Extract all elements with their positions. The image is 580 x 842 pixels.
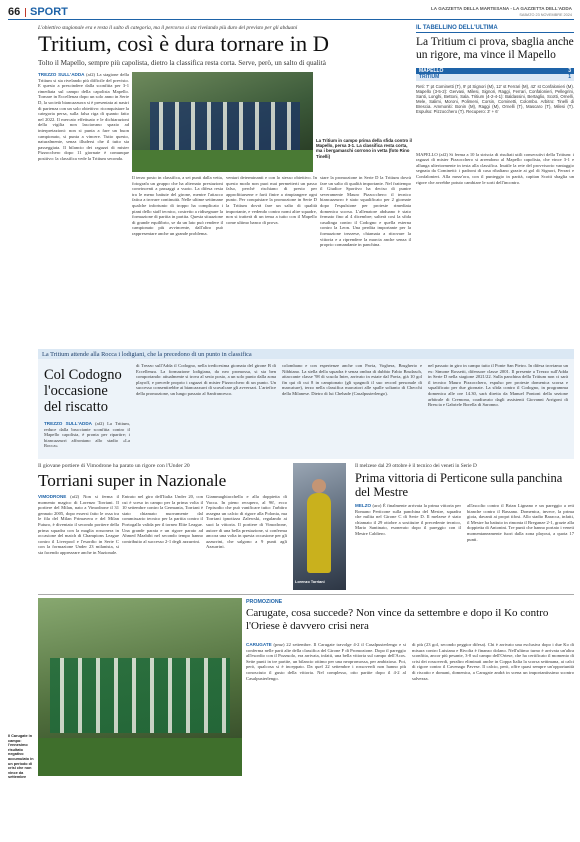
- carugate-title: Carugate, cosa succede? Non vince da settembre e dopo il Ko contro l'Oriese è davvero crisi nera: [246, 607, 549, 632]
- torriani-kicker: Il giovane portiere di Vimodrone ha parato un rigore con l'Under 20: [38, 463, 190, 469]
- codogno-column-3: colombano e con esperienze anche con Pavia, Voghera, Brugherio e Nibbiano. La stella della squadra è senza ombra di dubbio Fabio Brudasch, attaccante classe '98 di scuola Inter, arrivato in estate dal Pavia, già 10 gol fin qui di cui 8 in campionato (gli spagnoli il suo record personale di marcature), terzo nella classifica marcatori alle spalle soltanto di Checchi della Milanese. Dietro di lui Chehade (Casalpusterlengo).: [282, 363, 422, 396]
- team-players: [150, 102, 300, 150]
- perticone-title: Prima vittoria di Perticone sulla panchina del Mestre: [355, 471, 563, 499]
- perticone-column-2: all'ascolto contro il Brian Lignano e un pareggio a reti bianche contro il Bassano. Domenica, invece, la prima gioia, davanti ai propri tifosi. Allo stadio Baracca, infatti, il Mestre ha battuto in rimonta il Breganze 2-1, grazie alla doppietta di Antonini. Tre punti che hanno portato i veneti momentaneamente fuori dalla zona playout, a quota 17 punti.: [467, 503, 574, 542]
- codogno-column-1: [44, 421, 130, 457]
- home-score: 3: [568, 67, 571, 74]
- torriani-column-3: Giammaghiacchella e alla doppietta di Vacca. In pieno recupero, al 96', ecco l'episodio che può vanificare tutto: l'arbitro assegna un calcio di rigore alla Polonia, ma Torriani ipnotizza Zalewski, regalando ai suoi la vittoria. Il portiere di Vimodrone, autore di una bella prestazione, si conferma ancora una volta in questa occasione per gli azzurrini, che salgono a 9 punti agli Azzurrini.: [206, 494, 287, 550]
- perticone-column-1-text: (aro) È finalmente arrivata la prima vittoria per Romano Perticone sulla panchina del Mestre, squadra che milita nel Girone C di Serie D. Il melzese è stato chiamato il 29 ottobre a sostituire il precedente tecnico, Mario Santinato, esonerato dopo il pareggio con il Mestre Caldiero.: [355, 503, 461, 536]
- goalkeeper-head: [312, 479, 326, 493]
- torriani-photo-caption: Lorenzo Torriani: [295, 580, 325, 584]
- lead-photo-caption: La Tritium in campo prima della sfida contro il Mapello, persa 3-1. La classifica resta corta, ma i bergamaschi corrono in vetta (foto Rino Tinelli): [316, 138, 412, 159]
- perticone-column-1: [355, 503, 461, 590]
- lead-byline: TREZZO SULL'ADDA: [38, 72, 85, 77]
- carugate-column-1: [246, 642, 406, 776]
- goalkeeper-figure: [307, 493, 331, 573]
- torriani-title: Torriani super in Nazionale: [38, 471, 227, 490]
- score-table: [416, 68, 574, 81]
- lead-column-2: Il terzo posto in classifica, a sei punti dalla vetta, fotografa un gruppo che ha alternato prestazioni convincenti a passaggi a vuoto. La difesa resta tra le meno battute del girone, mentre l'attacco fatica a trovare continuità. Nelle ultime settimane qualche infortunio di troppo ha complicato i piani dello staff tecnico, costretto a ridisegnare la formazione di partita in partita. Questa situazione di grande equilibrio, se da un lato può rendere il campionato più avvincente, dall'altro può rappresentare anche un grande problema.: [132, 175, 223, 236]
- carugate-divider: [38, 594, 574, 595]
- tabellino-details: Reti: 7' pt Cominetti (T), 9' pt Signori (M), 12' st Ferrari (M), 42' st Confalonieri (M). Mapello (3-5-2): Gervasi, Milesi, Signori, Raggi, Ferrari, Confalonieri, Pellegrini, Santi, Longhi, Bettoni, Sala. Tritium (4-2-4-1): Baldassini, Bertaglio, Scotti, Ornelli, Mele, Salimi, Moroni, Polimeni, Corsin, Cominetti, Colombo. Arbitro: Tinelli di Brescia. Ammoniti: Bonin (M), Raggi (M), Ornelli (T), Mascaro (T), Milesi (T). Espulso: Pizzocchero (T). Recupero: 3' + 6': [416, 83, 574, 115]
- page-number: 66: [8, 6, 21, 18]
- carugate-team-players: [50, 658, 230, 733]
- tabellino-title: La Tritium ci prova, sbaglia anche un rigore, ma vince il Mapello: [416, 36, 574, 61]
- perticone-byline: MELZO: [355, 503, 372, 508]
- codogno-column-2: di Trezzo sull'Adda il Codogno, nella tredicesima giornata del girone B di Eccellenza. La formazione lodigiana, da neo promossa, si sta ben comportando: attualmente si trova al sesto posto, a un solo punto dalla zona playoff, e precede proprio i ragazzi di mister Pizzocchero di un punto. Un successo consentirebbe ai biancazzurri di scavalcare gli avversari. L'artefice della promozione, un lungo passato al Sanfrancesco.: [136, 363, 276, 396]
- lead-kicker: L'obiettivo stagionale era e resta il salto di categoria, ma il percorso si sta rivelando più duro del previsto per gli abduani: [38, 25, 298, 31]
- carugate-column-2: di più (23 gol, secondo peggior difesa). Chi è arrivato una esclusiva dopo i due Ko di misura contro Luisiana e Rivolta è finanzo dolano. Nell'ultimo turno è arrivata un'altra sconfitta, ancor più pesante, 3-0 sul campo dell'Oriese, che ha certificato il momento di crisi dei rossoverdi, peraltro eliminati anche in Coppa Italia la scorsa settimana, ai calci di rigore contro il Cavenago Pavese. Il calcio, però, offre quasi sempre un'opportunità di riscatto e domani, domenica, a Carugate andrà in scena un importantissimo scontro salvezza.: [412, 642, 574, 681]
- issue-date: SABATO 23 NOVEMBRE 2024: [519, 13, 572, 17]
- torriani-photo: [293, 463, 346, 590]
- codogno-column-1-text: (af2) La Tritium, reduce dalla brucciante sconfitta contro il Mapello capolista, è pronta per ripartire; i biancazzurri affrontano allo stadio «La Rocca»: [44, 421, 130, 449]
- torriani-byline: VIMODRONE: [38, 494, 67, 499]
- carugate-photo-caption: Il Carugate in campo: l'ennesimo risultato negativo accumulato in un periodo di crisi che non vince da settembre: [8, 734, 34, 780]
- section-divider: [25, 8, 26, 17]
- torriani-column-2: Entrato nel giro dell'Italia Under 20, con cui è sceso in campo per la prima volta il 10 settembre contro la Germania, Torriani è stato chiamato nuovamente dal commissario tecnico per la partita contro il Portogallo valida per il torneo Elite League. Una grande parata e un rigore parato ad Ahmed Mazbibi nel secondo tempo hanno contribuito al successo 2-1 degli azzurrini.: [122, 494, 203, 544]
- tabellino-report: MAPELLO (af2) Si ferma a 10 la striscia di risultati utili consecutivi della Tritium: i ragazzi di mister Pizzocchero si arrendono al Mapello capolista, che vince 3-1 e allunga ulteriormente in testa alla classifica. Inutile la rete del provvisorio vantaggio segnata da Cominetti: i padroni di casa ribaltano grazie ai gol di Signori, Ferrari e Confalonieri. Alla mezz'ora, con il punteggio in parità, capitan Scotti sbaglia un rigore che avrebbe potuto cambiare le sorti dell'incontro.: [416, 151, 574, 185]
- codogno-kicker: La Tritium attende alla Rocca i lodigiani, che la precedono di un punto in classifica: [42, 350, 252, 358]
- carugate-column-1-text: (pmz) 22 settembre. Il Carugate travolge 4-2 il Casalpusterlengo e si conferma nelle parti alte della classifica del Girone F di Promozione. Dopo il pareggio all'esordio con il Pozzuolo, era arrivata, infatti, una bella vittoria sul campo dell'Acos. Sette punti in tre partite, un bilancio ottimo per una neopromossa, per ambizioso. Poi, però, qualcosa si è inceppato. Da quel 22 settembre i rossoverdi non hanno più conosciuto il gusto della vittoria. Nel complesso, otto partite dopo il 4-2 al Casalpusterlengo.: [246, 642, 406, 681]
- perticone-kicker: Il melzese dal 29 ottobre è il tecnico dei veneti in Serie D: [355, 463, 477, 469]
- lead-column-1-text: (af2) La stagione della Tritium si sta rivelando più difficile del previsto. E questo a prescindere dalla sconfitta per 3-1 rimediata sul campo della capolista Mapello. Tornare in Eccellenza dopo un solo anno in Serie D, la società biancazzurra si è presentata ai nastri di partenza con un solo obiettivo: riconquistare la categoria persa, sulla falsa riga di quanto fatto nel 2022. Il mercato effettuato e le dichiarazioni della vigilia non lasciavano spazio ad interpretazioni: non si punta a fare un buon campionato, si punta a vincere. Tutto questo, naturalmente, senza illudersi che il tutto sia passeggiata. Il bilancio dei ragazzi di mister Pizzocchero dopo 11 giornate è comunque positivo: la classifica vede la Tritium seconda.: [38, 72, 129, 161]
- codogno-byline: TREZZO SULL'ADDA: [44, 421, 92, 426]
- carugate-byline: CARUGATE: [246, 642, 272, 647]
- lead-title: Tritium, così è dura tornare in D: [38, 31, 329, 56]
- section-name: SPORT: [30, 6, 68, 18]
- lead-column-4: stare la promozione in Serie D la Tritium dovrà fare un salto di qualità importante. Nel frattempo il Giudice Sportivo ha deciso di punire severamente Mauro Pizzocchero: il tecnico biancazzurro è stato squalificato per 2 giornate dopo l'espulsione per proteste rimediata domenica scorsa. L'allenatore abduano è stato fermato fino al 4 dicembre; salterà così la sfida casalinga contro il Codogno e quella esterna contro la Leon. Una perdita importante per la formazione trezzese, chiamata a ritrovare la vittoria e a riprendere la marcia anche senza il proprio comandante in panchina.: [320, 175, 411, 248]
- pitch-grass: [132, 150, 313, 172]
- page-header: [8, 6, 574, 20]
- torriani-column-1: [38, 494, 119, 590]
- away-score: 1: [568, 74, 571, 81]
- paper-name: LA GAZZETTA DELLA MARTESANA - LA GAZZETTA DELL'ADDA: [430, 6, 572, 11]
- home-team: MAPELLO: [419, 67, 444, 74]
- away-team: TRITIUM: [419, 74, 440, 81]
- tabellino-kicker: IL TABELLINO DELL'ULTIMA: [416, 25, 574, 33]
- codogno-column-4: nel passato in giro in campo tutto il Ponte San Pietro. In difesa troviamo un ex: Simone Rossetti, difensore classe 2001. Il presente a Trezzo sull'Adda in Serie D nella stagione 2021/22. Sulla panchina della Tritium non ci sarà il tecnico Mauro Pizzocchero, espulso per proteste domenica scorsa e squalificato per due giornate. La sfida contro il Codogno, in programma domenica alle ore 14.30, sarà diretta da Manuel Pontoni della sezione arbitrale di Cremona, coadiuvato dagli assistenti Giovanni Arrigoni di Brescia e Gabriele Borella di Saronno.: [428, 363, 568, 408]
- torriani-column-1-text: (af2) Non si ferma il momento magico di Lorenzo Torriani. Il portiere del Milan, nato a Vimodrone il 31 gennaio 2005, dopo essersi fatto le ossa tra le fila del Milan Primavera e del Milan Futuro, è diventato il secondo portiere della prima squadra con la maglia rossonera in occasione del match di Champions League contro il Liverpool e l'esordio in Serie C con la formazione Under 23 milanista, si sta facendo apprezzare anche in Nazionale.: [38, 494, 119, 555]
- codogno-box: [38, 359, 574, 459]
- carugate-label: PROMOZIONE: [246, 599, 283, 605]
- lead-column-3: ventari determinanti e con lo stesso obiettivo. In questo modo non puoi mai permetterti un passo falso, perché rischiano di presto per approfittarsene e farti finire a rimpiangere ogni punto. Per conquistare la promozione in Serie D la Tritium dovrà fare un salto di qualità importante, e vedendo contro nomi altre squadre, non si tratterà di un tema a tutto con il Mapello come ultimo banco di prova.: [226, 175, 317, 225]
- tabellino-box: [416, 25, 574, 345]
- lead-photo: [132, 72, 313, 172]
- lead-subtitle: Tolto il Mapello, sempre più capolista, dietro la classifica resta corta. Serve, però, un salto di qualità: [38, 59, 326, 67]
- carugate-photo: [38, 598, 242, 776]
- codogno-title: Col Codogno l'occasione del riscatto: [44, 367, 122, 415]
- carugate-pitch: [38, 738, 242, 776]
- score-row-away: [416, 74, 574, 81]
- lead-column-1: [38, 72, 129, 344]
- codogno-kicker-bar: [38, 349, 574, 359]
